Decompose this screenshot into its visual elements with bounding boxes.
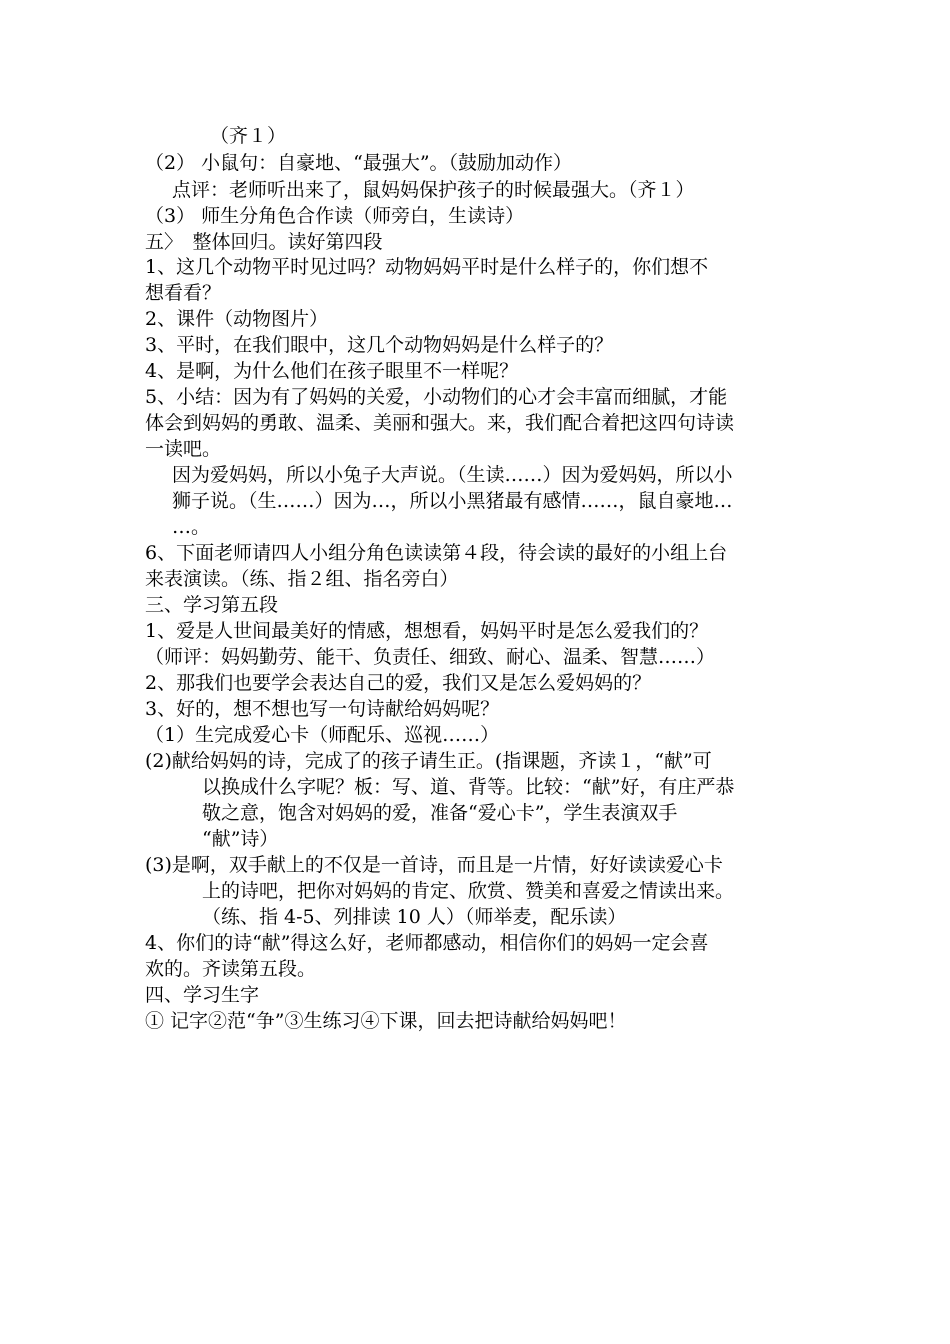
text-line: (2)献给妈妈的诗，完成了的孩子请生正。(指课题，齐读１，“献”可: [145, 750, 712, 772]
text-line: 因为爱妈妈，所以小兔子大声说。（生读……）因为爱妈妈，所以小: [172, 464, 733, 486]
text-line: 4、你们的诗“献”得这么好，老师都感动，相信你们的妈妈一定会喜: [145, 932, 709, 954]
text-line: 想看看？: [145, 282, 222, 304]
text-line: 1、爱是人世间最美好的情感，想想看，妈妈平时是怎么爱我们的？: [145, 620, 709, 642]
text-line: 6、下面老师请四人小组分角色读读第４段，待会读的最好的小组上台: [145, 542, 728, 564]
section-heading: 三、学习第五段: [145, 594, 279, 616]
text-line: （3） 师生分角色合作读（师旁白，生读诗）: [145, 205, 525, 227]
text-line: 敬之意，饱含对妈妈的爱，准备“爱心卡”，学生表演双手: [202, 802, 678, 824]
text-line: 4、是啊，为什么他们在孩子眼里不一样呢？: [145, 360, 519, 382]
text-line: 点评：老师听出来了，鼠妈妈保护孩子的时候最强大。（齐１）: [172, 179, 695, 201]
text-line: 一读吧。: [145, 438, 222, 460]
text-line: …。: [172, 516, 211, 538]
text-line: 上的诗吧，把你对妈妈的肯定、欣赏、赞美和喜爱之情读出来。: [202, 880, 735, 902]
text-line: ① 记字②范“争”③生练习④下课，回去把诗献给妈妈吧！: [145, 1010, 627, 1032]
text-line: （1）生完成爱心卡（师配乐、巡视……）: [145, 724, 500, 746]
text-line: 狮子说。（生……）因为…，所以小黑猪最有感情……，鼠自豪地…: [172, 490, 733, 512]
text-line: 3、好的，想不想也写一句诗献给妈妈呢？: [145, 698, 500, 720]
text-line: 来表演读。（练、指２组、指名旁白）: [145, 568, 459, 590]
text-line: （齐１）: [210, 125, 287, 147]
text-line: （2） 小鼠句：自豪地、“最强大”。（鼓励加动作）: [145, 152, 573, 174]
text-line: 5、小结：因为有了妈妈的关爱，小动物们的心才会丰富而细腻，才能: [145, 386, 728, 408]
text-line: “献”诗）: [202, 828, 279, 850]
text-line: 欢的。齐读第五段。: [145, 958, 317, 980]
text-line: 2、那我们也要学会表达自己的爱，我们又是怎么爱妈妈的？: [145, 672, 652, 694]
section-heading: 四、学习生字: [145, 984, 260, 1006]
text-line: 1、这几个动物平时见过吗？动物妈妈平时是什么样子的，你们想不: [145, 256, 709, 278]
text-line: 3、平时，在我们眼中，这几个动物妈妈是什么样子的？: [145, 334, 614, 356]
text-line: （练、指 4-5、列排读 10 人）（师举麦，配乐读）: [202, 906, 627, 928]
text-line: (3)是啊，双手献上的不仅是一首诗，而且是一片情，好好读读爱心卡: [145, 854, 723, 876]
text-line: 2、课件（动物图片）: [145, 308, 329, 330]
text-line: 体会到妈妈的勇敢、温柔、美丽和强大。来，我们配合着把这四句诗读: [145, 412, 735, 434]
text-line: 以换成什么字呢？板：写、道、背等。比较：“献”好，有庄严恭: [202, 776, 735, 798]
text-line: （师评：妈妈勤劳、能干、负责任、细致、耐心、温柔、智慧……）: [145, 646, 716, 668]
section-heading: 五〉 整体回归。读好第四段: [145, 231, 383, 253]
